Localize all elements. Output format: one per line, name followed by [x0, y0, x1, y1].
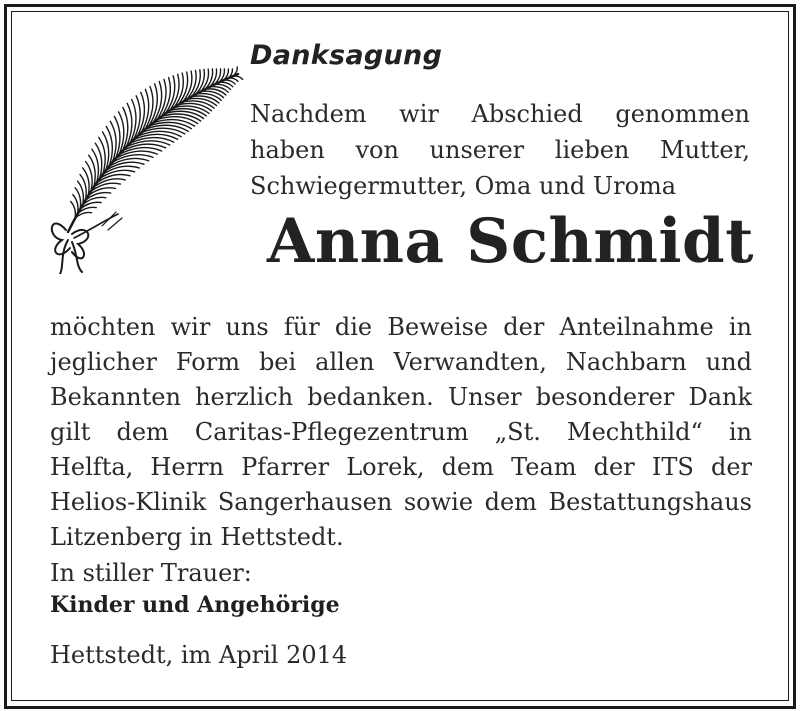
frond-barb [71, 202, 76, 219]
frond-barb [106, 127, 112, 167]
paragraph-line: Litzenberg in Hettstedt. [50, 523, 344, 551]
paragraph-line: möchten wir uns für die Beweise der Anteilnahme in [50, 313, 752, 341]
intro-line: haben von unserer lieben Mutter, [250, 136, 750, 164]
paragraph-line: Helfta, Herrn Pfarrer Lorek, dem Team der ITS der [50, 453, 752, 481]
intro-line: Nachdem wir Abschied genommen [250, 100, 750, 128]
place-date: Hettstedt, im April 2014 [50, 641, 348, 669]
mourners-signature: Kinder und Angehörige [50, 592, 340, 618]
thanks-paragraph [50, 310, 752, 555]
mourning-label: In stiller Trauer: [50, 559, 252, 587]
intro-text [250, 96, 750, 204]
paragraph-line: Helios-Klinik Sangerhausen sowie dem Bestattungshaus [50, 488, 752, 516]
notice-heading: Danksagung [250, 40, 443, 71]
deceased-name: Anna Schmidt [267, 206, 754, 277]
frond-barb [103, 132, 109, 171]
palm-frond-with-ribbon-icon [38, 62, 250, 274]
paragraph-line: jeglicher Form bei allen Verwandten, Nachbarn und [50, 348, 752, 376]
paragraph-line: gilt dem Caritas-Pflegezentrum „St. Mechthild“ in [50, 418, 752, 446]
paragraph-line: Bekannten herzlich bedanken. Unser besonderer Dank [50, 383, 752, 411]
intro-line: Schwiegermutter, Oma und Uroma [250, 172, 677, 200]
